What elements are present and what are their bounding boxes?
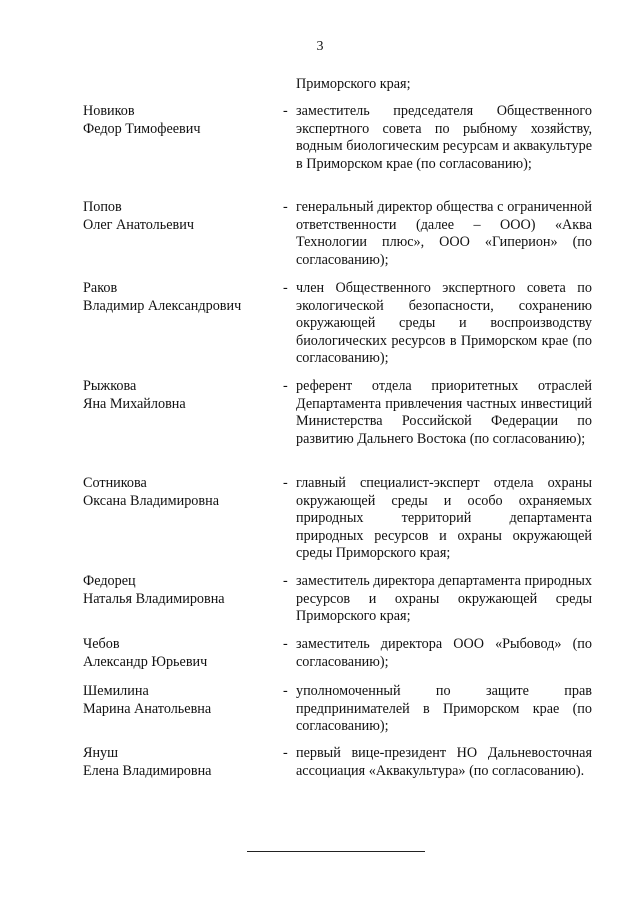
member-surname: Чебов — [83, 636, 120, 652]
member-given-names: Наталья Владимировна — [83, 590, 225, 607]
entry-dash: - — [283, 745, 288, 761]
member-given-names: Владимир Александрович — [83, 297, 242, 314]
member-given-names: Федор Тимофеевич — [83, 120, 201, 137]
entry-dash: - — [283, 636, 288, 652]
entry-dash: - — [283, 378, 288, 394]
page-number: 3 — [316, 39, 324, 54]
member-position: первый вице-президент НО Дальневосточная ассоциация «Аквакультура» (по согласованию). — [296, 745, 592, 779]
member-position: генеральный директор общества с ограниченной ответственности (далее – ООО) «Аква Технологии плюс», ООО «Гиперион» (по согласованию); — [296, 199, 592, 268]
member-position: заместитель председателя Общественного экспертного совета по рыбному хозяйству, водным биологическим ресурсам и аквакультуре в Приморском крае (по согласованию); — [296, 103, 592, 172]
member-given-names: Елена Владимировна — [83, 762, 212, 779]
member-given-names: Олег Анатольевич — [83, 216, 194, 233]
entry-dash: - — [283, 103, 288, 119]
member-surname: Новиков — [83, 103, 135, 119]
member-surname: Шемилина — [83, 683, 149, 699]
member-name — [83, 280, 283, 315]
member-name — [83, 103, 283, 138]
entry-dash: - — [283, 683, 288, 699]
member-surname: Раков — [83, 280, 118, 296]
member-position: главный специалист-эксперт отдела охраны окружающей среды и особо охраняемых природных территорий департамента природных ресурсов и охраны окружающей среды Приморского края; — [296, 475, 592, 562]
member-position: референт отдела приоритетных отраслей Департамента привлечения частных инвестиций Министерства Российской Федерации по развитию Дальнего Востока (по согласованию); — [296, 378, 592, 447]
member-given-names: Александр Юрьевич — [83, 653, 208, 670]
member-surname: Попов — [83, 199, 122, 215]
member-given-names: Оксана Владимировна — [83, 492, 219, 509]
member-given-names: Яна Михайловна — [83, 395, 186, 412]
entry-dash: - — [283, 199, 288, 215]
member-surname: Януш — [83, 745, 119, 761]
member-surname: Федорец — [83, 573, 136, 589]
member-name — [83, 573, 283, 608]
entry-dash: - — [283, 573, 288, 589]
continuation-text: Приморского края; — [296, 76, 411, 92]
member-name — [83, 683, 283, 718]
entry-dash: - — [283, 475, 288, 491]
member-name — [83, 636, 283, 671]
member-name — [83, 378, 283, 413]
member-name — [83, 745, 283, 780]
footer-divider — [247, 851, 425, 852]
member-name — [83, 199, 283, 234]
member-position: заместитель директора ООО «Рыбовод» (по согласованию); — [296, 636, 592, 670]
member-surname: Рыжкова — [83, 378, 137, 394]
member-position: уполномоченный по защите прав предпринимателей в Приморском крае (по согласованию); — [296, 683, 592, 735]
member-surname: Сотникова — [83, 475, 147, 491]
entry-dash: - — [283, 280, 288, 296]
member-given-names: Марина Анатольевна — [83, 700, 212, 717]
member-position: заместитель директора департамента природных ресурсов и охраны окружающей среды Приморского края; — [296, 573, 592, 625]
member-name — [83, 475, 283, 510]
member-position: член Общественного экспертного совета по экологической безопасности, сохранению окружающей среды и воспроизводству биологических ресурсов в Приморском крае (по согласованию); — [296, 280, 592, 367]
